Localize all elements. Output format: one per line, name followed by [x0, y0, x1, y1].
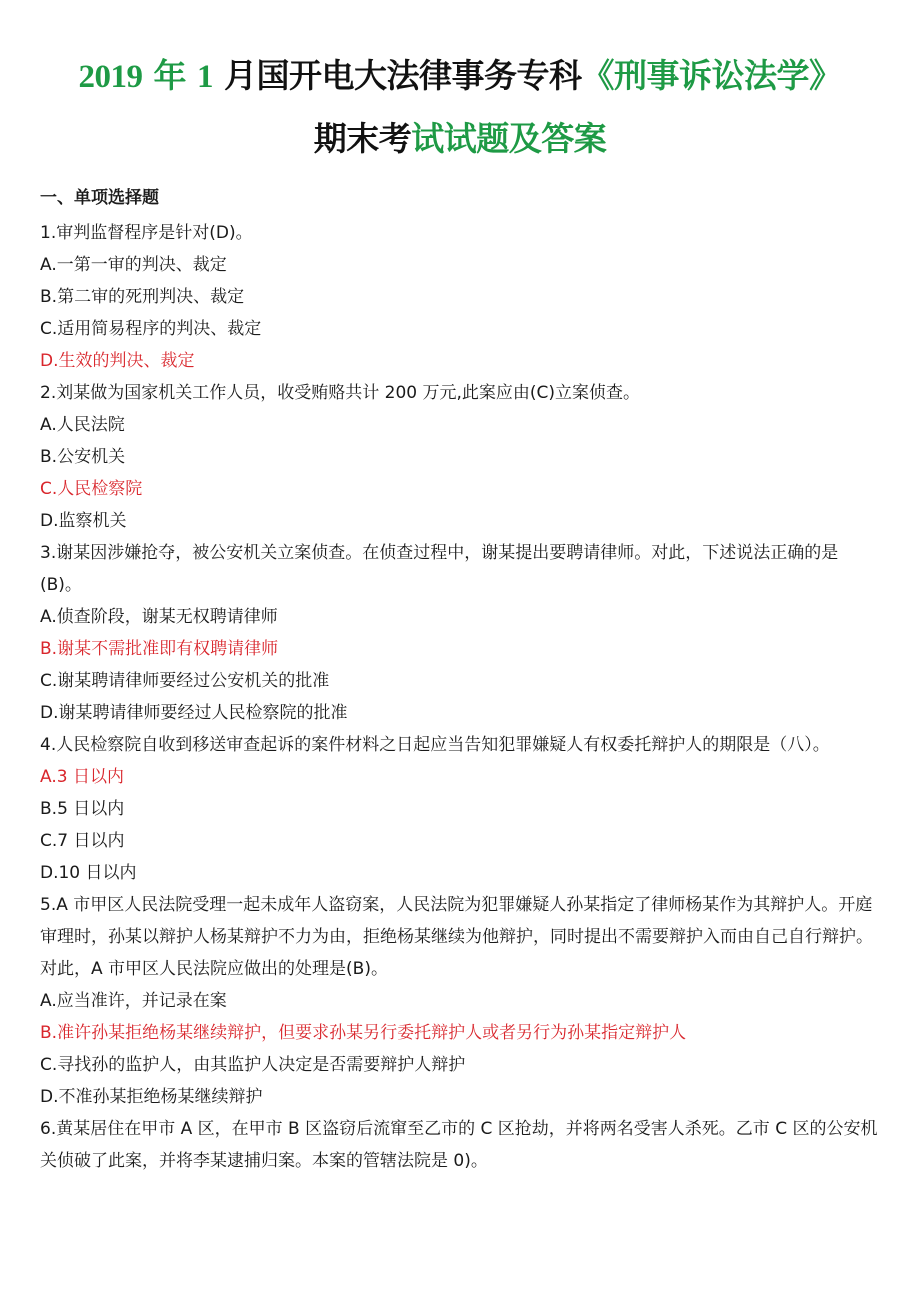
option-c: C.7 日以内 [40, 831, 125, 851]
option-d: D.监察机关 [40, 511, 127, 531]
option-c-correct: C.人民检察院 [40, 479, 143, 499]
document-title-line-1 [40, 48, 880, 105]
option-a-correct: A.3 日以内 [40, 767, 124, 787]
option-d: D.谢某聘请律师要经过人民检察院的批准 [40, 703, 348, 723]
question-stem: 2.刘某做为国家机关工作人员，收受贿赂共计 200 万元,此案应由(C)立案侦查。 [40, 383, 641, 403]
question-stem: 1.审判监督程序是针对(D)。 [40, 223, 253, 243]
option-c: C.适用简易程序的判决、裁定 [40, 319, 262, 339]
question-3 [40, 537, 880, 729]
question-list [40, 217, 880, 1177]
question-4 [40, 729, 880, 889]
title-nian: 年 [153, 56, 186, 95]
option-b-correct: B.谢某不需批准即有权聘请律师 [40, 639, 279, 659]
question-stem: 3.谢某因涉嫌抢夺，被公安机关立案侦查。在侦查过程中，谢某提出要聘请律师。对此，下述说法正确的是(B)。 [40, 543, 839, 595]
option-c: C.谢某聘请律师要经过公安机关的批准 [40, 671, 330, 691]
option-b: B.第二审的死刑判决、裁定 [40, 287, 245, 307]
title-year: 2019 [78, 59, 143, 95]
title-institution: 国开电大法律事务专科 [256, 56, 582, 95]
option-c: C.寻找孙的监护人，由其监护人决定是否需要辩护人辩护 [40, 1055, 466, 1075]
question-2 [40, 377, 880, 537]
title-month: 1 [197, 59, 213, 95]
question-stem: 4.人民检察院自收到移送审查起诉的案件材料之日起应当告知犯罪嫌疑人有权委托辩护人的期限是（八）。 [40, 735, 830, 755]
option-d-correct: D.生效的判决、裁定 [40, 351, 195, 371]
document-title-line-2 [40, 111, 880, 167]
question-5 [40, 889, 880, 1113]
question-1 [40, 217, 880, 377]
title-course: 《刑事诉讼法学》 [581, 56, 842, 95]
question-6 [40, 1113, 880, 1177]
option-d: D.10 日以内 [40, 863, 137, 883]
option-a: A.侦查阶段，谢某无权聘请律师 [40, 607, 278, 627]
option-d: D.不准孙某拒绝杨某继续辩护 [40, 1087, 263, 1107]
title-questions-answers: 试试题及答案 [411, 119, 607, 158]
title-exam: 期末考 [313, 119, 412, 158]
option-a: A.应当准许，并记录在案 [40, 991, 227, 1011]
section-heading: 一、单项选择题 [40, 188, 159, 208]
option-a: A.一第一审的判决、裁定 [40, 255, 227, 275]
question-stem: 5.A 市甲区人民法院受理一起未成年人盗窃案，人民法院为犯罪嫌疑人孙某指定了律师杨某作为其辩护人。开庭审理时，孙某以辩护人杨某辩护不力为由，拒绝杨某继续为他辩护，同时提出不需要辩护入而由自己自行辩护。对此，A 市甲区人民法院应做出的处理是(B)。 [40, 895, 873, 979]
title-yue: 月 [224, 56, 257, 95]
option-b: B.5 日以内 [40, 799, 125, 819]
option-a: A.人民法院 [40, 415, 125, 435]
question-stem: 6.黄某居住在甲市 A 区，在甲市 B 区盗窃后流窜至乙市的 C 区抢劫，并将两名受害人杀死。乙市 C 区的公安机关侦破了此案，并将李某逮捕归案。本案的管辖法院是 0)。 [40, 1119, 878, 1171]
option-b: B.公安机关 [40, 447, 126, 467]
option-b-correct: B.准许孙某拒绝杨某继续辩护，但要求孙某另行委托辩护人或者另行为孙某指定辩护人 [40, 1023, 687, 1043]
